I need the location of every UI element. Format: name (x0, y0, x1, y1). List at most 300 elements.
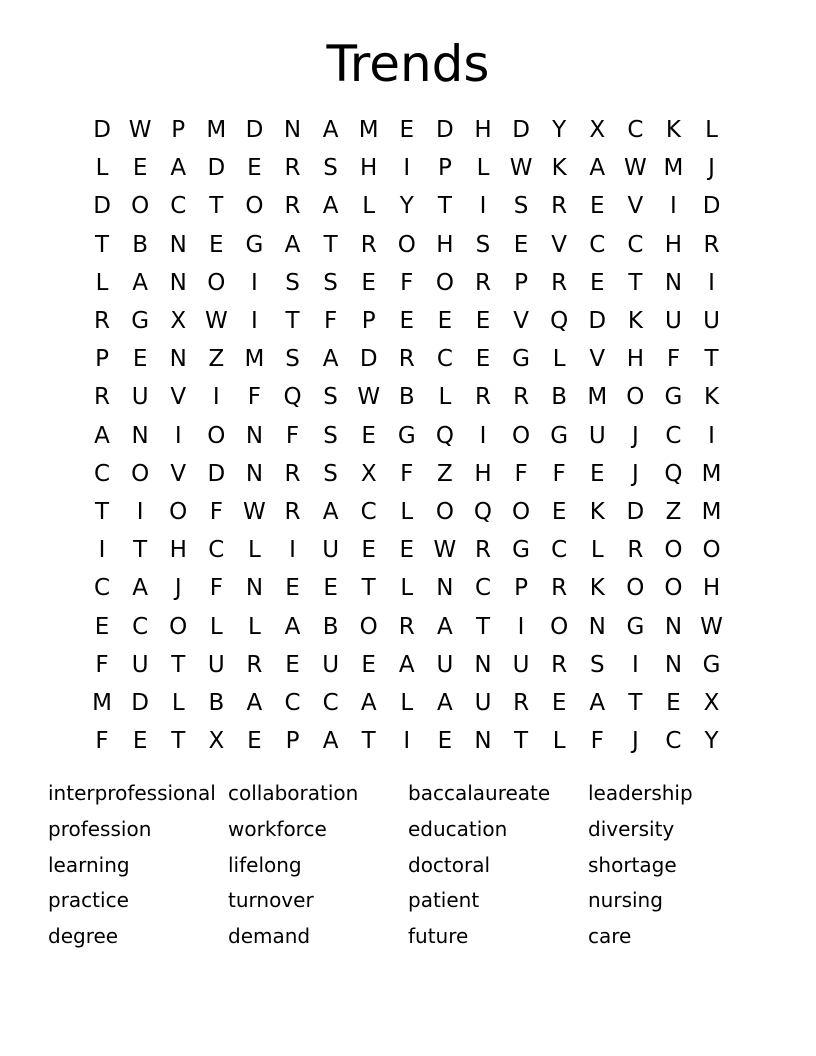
grid-letter: T (514, 728, 529, 755)
grid-letter: T (209, 193, 224, 220)
grid-letter: R (246, 651, 263, 678)
grid-letter: F (400, 269, 414, 296)
grid-letter: A (437, 689, 453, 716)
grid-letter: G (550, 422, 569, 449)
grid-letter: B (322, 613, 339, 640)
grid-letter: U (474, 689, 492, 716)
grid-letter: B (551, 384, 568, 411)
grid-letter: O (435, 498, 454, 525)
grid-letter: I (631, 651, 639, 678)
grid-letter: N (436, 575, 454, 602)
word-list-item: learning (48, 852, 130, 877)
grid-letter: N (169, 346, 187, 373)
grid-letter: L (248, 537, 261, 564)
grid-letter: R (703, 231, 720, 258)
grid-letter: U (588, 422, 606, 449)
grid-letter: E (475, 308, 491, 335)
grid-letter: U (322, 537, 340, 564)
grid-letter: F (514, 460, 528, 487)
grid-letter: B (132, 231, 149, 258)
grid-letter: Y (704, 728, 719, 755)
grid-row (83, 111, 731, 149)
grid-letter: A (170, 155, 187, 182)
grid-letter: T (628, 269, 643, 296)
grid-letter: A (322, 728, 339, 755)
grid-letter: D (207, 155, 226, 182)
grid-letter: L (400, 575, 414, 602)
grid-letter: N (664, 651, 683, 678)
grid-letter: F (552, 460, 566, 487)
grid-letter: A (246, 689, 263, 716)
grid-letter: P (514, 575, 529, 602)
grid-letter: O (626, 575, 645, 602)
grid-letter: S (475, 231, 491, 258)
grid-letter: F (323, 308, 338, 335)
grid-letter: W (623, 155, 647, 182)
grid-letter: O (131, 460, 150, 487)
grid-letter: Q (473, 498, 493, 525)
grid-letter: R (398, 613, 415, 640)
grid-letter: O (169, 613, 188, 640)
grid-letter: W (204, 308, 228, 335)
grid-letter: F (209, 575, 223, 602)
grid-letter: A (132, 575, 148, 602)
grid-letter: S (323, 460, 338, 487)
grid-letter: T (628, 689, 643, 716)
grid-letter: G (131, 308, 150, 335)
grid-letter: P (361, 308, 376, 335)
grid-letter: E (132, 155, 148, 182)
grid-letter: C (284, 689, 301, 716)
grid-letter: M (587, 384, 608, 411)
grid-letter: N (474, 728, 492, 755)
word-list-item: doctoral (408, 852, 491, 877)
grid-letter: G (397, 422, 416, 449)
grid-letter: A (322, 498, 339, 525)
grid-letter: R (551, 575, 568, 602)
grid-letter: I (251, 308, 258, 335)
grid-letter: L (400, 689, 414, 716)
grid-letter: E (323, 575, 338, 602)
word-list-item: patient (408, 888, 480, 913)
grid-letter: R (551, 269, 568, 296)
grid-letter: E (247, 728, 262, 755)
grid-letter: D (207, 460, 226, 487)
grid-letter: K (704, 384, 720, 411)
grid-letter: H (360, 155, 378, 182)
word-list-item: nursing (588, 888, 663, 913)
grid-letter: I (212, 384, 220, 411)
grid-letter: F (285, 422, 300, 449)
grid-letter: A (322, 117, 339, 144)
grid-letter: S (323, 422, 338, 449)
grid-letter: F (209, 498, 223, 525)
grid-letter: U (512, 651, 530, 678)
grid-letter: L (438, 384, 452, 411)
grid-letter: N (131, 422, 149, 449)
grid-letter: D (512, 117, 530, 144)
grid-letter: E (247, 155, 262, 182)
grid-letter: C (170, 193, 187, 220)
grid-row (83, 493, 731, 531)
word-list-item: degree (48, 924, 119, 949)
grid-letter: K (589, 575, 605, 602)
grid-letter: L (209, 613, 223, 640)
grid-letter: W (128, 117, 152, 144)
word-list-item: practice (48, 888, 129, 913)
grid-letter: M (206, 117, 227, 144)
word-list-item: leadership (588, 781, 693, 805)
grid-row (83, 607, 731, 645)
grid-letter: W (357, 384, 381, 411)
grid-letter: E (94, 613, 110, 640)
grid-letter: E (361, 537, 376, 564)
grid-letter: I (98, 537, 106, 564)
grid-letter: L (705, 117, 718, 144)
grid-letter: R (513, 384, 530, 411)
grid-letter: A (437, 613, 453, 640)
grid-letter: L (552, 346, 566, 373)
word-list-item: future (408, 924, 469, 949)
grid-letter: X (360, 460, 377, 487)
grid-letter: R (474, 384, 491, 411)
grid-letter: O (207, 269, 226, 296)
grid-letter: T (285, 308, 300, 335)
grid-letter: R (398, 346, 415, 373)
grid-letter: R (284, 498, 301, 525)
grid-row (83, 187, 731, 225)
grid-letter: H (169, 537, 187, 564)
grid-row (83, 226, 731, 264)
grid-letter: N (169, 269, 187, 296)
grid-letter: H (474, 117, 492, 144)
grid-letter: A (360, 689, 377, 716)
grid-letter: W (700, 613, 723, 640)
grid-letter: C (94, 460, 111, 487)
grid-letter: R (551, 193, 568, 220)
grid-letter: R (474, 269, 491, 296)
grid-letter: I (136, 498, 144, 525)
grid-letter: X (703, 689, 720, 716)
grid-letter: V (551, 231, 568, 258)
grid-row (83, 455, 731, 493)
grid-letter: A (589, 155, 606, 182)
grid-letter: N (245, 422, 264, 449)
grid-letter: Y (399, 193, 414, 220)
grid-row (83, 722, 731, 760)
grid-letter: S (285, 269, 300, 296)
grid-letter: E (132, 728, 148, 755)
grid-row (83, 569, 731, 607)
grid-letter: K (665, 117, 681, 144)
grid-letter: C (360, 498, 377, 525)
grid-letter: K (589, 498, 605, 525)
grid-letter: N (245, 575, 264, 602)
grid-letter: I (479, 422, 487, 449)
word-list-item: turnover (228, 888, 314, 913)
grid-letter: E (132, 346, 148, 373)
grid-letter: B (398, 384, 415, 411)
grid-letter: E (361, 422, 376, 449)
grid-letter: A (322, 346, 339, 373)
grid-letter: I (174, 422, 182, 449)
grid-letter: C (474, 575, 492, 602)
grid-letter: O (550, 613, 569, 640)
grid-letter: K (551, 155, 567, 182)
grid-letter: L (400, 498, 414, 525)
grid-letter: E (285, 651, 300, 678)
grid-letter: L (552, 728, 566, 755)
grid-letter: N (169, 231, 187, 258)
grid-letter: W (243, 498, 266, 525)
grid-letter: S (323, 155, 338, 182)
word-list-item: workforce (228, 816, 327, 841)
grid-letter: S (323, 384, 338, 411)
grid-letter: F (247, 384, 262, 411)
grid-letter: P (285, 728, 300, 755)
word-list-item: lifelong (228, 852, 302, 877)
grid-letter: O (664, 575, 683, 602)
grid-letter: T (323, 231, 338, 258)
grid-letter: U (703, 308, 720, 335)
grid-letter: M (92, 689, 112, 716)
grid-row (83, 264, 731, 302)
grid-letter: P (514, 269, 529, 296)
grid-letter: R (551, 651, 568, 678)
grid-letter: F (666, 346, 681, 373)
grid-letter: M (701, 460, 722, 487)
grid-row (83, 302, 731, 340)
grid-letter: W (509, 155, 533, 182)
grid-letter: U (436, 651, 454, 678)
grid-row (83, 646, 731, 684)
letter-grid (83, 111, 731, 760)
grid-letter: E (589, 193, 605, 220)
grid-letter: S (285, 346, 300, 373)
grid-letter: R (360, 231, 377, 258)
grid-letter: D (702, 193, 721, 220)
word-list-item: interprofessional (48, 781, 216, 805)
grid-letter: D (93, 193, 111, 220)
grid-letter: L (95, 269, 109, 296)
grid-letter: E (475, 346, 491, 373)
grid-letter: F (95, 651, 109, 678)
grid-letter: Z (437, 460, 453, 487)
word-list-item: care (588, 924, 632, 949)
grid-letter: A (94, 422, 110, 449)
grid-letter: E (361, 269, 376, 296)
word-list-item: education (408, 816, 508, 841)
grid-letter: R (94, 384, 111, 411)
grid-letter: D (245, 117, 264, 144)
grid-letter: D (588, 308, 607, 335)
grid-letter: J (708, 155, 715, 182)
grid-letter: L (171, 689, 185, 716)
grid-letter: F (95, 728, 109, 755)
page-title: Trends (326, 35, 490, 93)
grid-letter: Q (435, 422, 454, 449)
grid-letter: O (207, 422, 226, 449)
grid-letter: G (702, 651, 721, 678)
grid-letter: L (248, 613, 261, 640)
grid-letter: E (513, 231, 529, 258)
grid-letter: I (670, 193, 677, 220)
word-list-item: profession (48, 816, 152, 841)
grid-letter: T (437, 193, 452, 220)
grid-letter: G (626, 613, 645, 640)
grid-letter: X (170, 308, 187, 335)
grid-letter: O (626, 384, 645, 411)
grid-letter: K (627, 308, 643, 335)
grid-letter: F (400, 460, 414, 487)
grid-letter: Q (664, 460, 683, 487)
grid-letter: D (93, 117, 111, 144)
grid-letter: H (436, 231, 454, 258)
grid-letter: W (433, 537, 457, 564)
grid-letter: U (131, 651, 149, 678)
grid-letter: P (171, 117, 186, 144)
grid-letter: P (95, 346, 109, 373)
grid-row (83, 531, 731, 569)
grid-letter: C (436, 346, 453, 373)
grid-letter: C (94, 575, 111, 602)
grid-letter: H (474, 460, 492, 487)
grid-letter: T (361, 728, 376, 755)
grid-letter: O (397, 231, 416, 258)
grid-row (83, 684, 731, 722)
grid-letter: O (512, 498, 531, 525)
grid-letter: L (362, 193, 376, 220)
grid-letter: I (479, 193, 487, 220)
grid-letter: E (551, 689, 567, 716)
word-list-item: demand (228, 924, 311, 949)
grid-letter: C (665, 422, 682, 449)
grid-row (83, 417, 731, 455)
grid-letter: N (283, 117, 302, 144)
grid-letter: I (708, 269, 715, 296)
grid-letter: V (170, 384, 187, 411)
word-list-item: shortage (588, 852, 677, 877)
grid-letter: C (665, 728, 682, 755)
grid-letter: H (626, 346, 644, 373)
grid-letter: L (476, 155, 490, 182)
grid-letter: L (95, 155, 109, 182)
grid-letter: I (251, 269, 258, 296)
grid-letter: S (589, 651, 605, 678)
grid-letter: X (208, 728, 225, 755)
word-list-item: collaboration (228, 781, 359, 805)
grid-letter: E (285, 575, 300, 602)
grid-letter: M (244, 346, 265, 373)
grid-letter: I (708, 422, 715, 449)
grid-letter: J (631, 422, 639, 449)
grid-letter: V (589, 346, 606, 373)
grid-letter: J (631, 728, 639, 755)
grid-letter: I (517, 613, 525, 640)
grid-letter: R (284, 155, 301, 182)
grid-letter: T (704, 346, 719, 373)
grid-letter: E (589, 269, 605, 296)
grid-letter: I (289, 537, 296, 564)
grid-letter: S (513, 193, 529, 220)
grid-letter: D (131, 689, 149, 716)
grid-letter: M (701, 498, 722, 525)
grid-letter: I (403, 155, 411, 182)
grid-letter: A (589, 689, 606, 716)
grid-letter: T (95, 231, 110, 258)
grid-letter: T (133, 537, 148, 564)
grid-letter: F (590, 728, 604, 755)
grid-letter: V (513, 308, 529, 335)
grid-letter: G (245, 231, 264, 258)
grid-letter: A (398, 651, 415, 678)
grid-letter: V (627, 193, 644, 220)
grid-letter: E (437, 308, 453, 335)
grid-letter: N (664, 613, 683, 640)
grid-letter: G (664, 384, 683, 411)
grid-letter: Z (665, 498, 682, 525)
grid-letter: Y (552, 117, 567, 144)
grid-letter: C (551, 537, 568, 564)
grid-letter: E (589, 460, 605, 487)
grid-letter: O (664, 537, 683, 564)
grid-letter: R (474, 537, 491, 564)
grid-letter: J (631, 460, 639, 487)
grid-letter: N (588, 613, 606, 640)
grid-letter: H (664, 231, 683, 258)
grid-letter: E (666, 689, 681, 716)
grid-letter: D (436, 117, 454, 144)
grid-row (83, 340, 731, 378)
grid-letter: E (399, 537, 415, 564)
grid-letter: T (171, 651, 186, 678)
grid-letter: T (95, 498, 110, 525)
grid-letter: C (322, 689, 339, 716)
grid-letter: J (174, 575, 182, 602)
grid-letter: M (358, 117, 379, 144)
grid-letter: C (208, 537, 225, 564)
grid-letter: N (474, 651, 492, 678)
grid-letter: X (589, 117, 606, 144)
grid-letter: U (322, 651, 340, 678)
grid-letter: R (284, 193, 301, 220)
word-list-item: baccalaureate (408, 781, 551, 805)
grid-letter: E (399, 308, 415, 335)
grid-letter: M (663, 155, 684, 182)
grid-letter: C (589, 231, 606, 258)
grid-letter: Q (283, 384, 302, 411)
grid-letter: I (403, 728, 411, 755)
grid-letter: U (665, 308, 682, 335)
grid-letter: G (512, 537, 530, 564)
grid-letter: O (702, 537, 721, 564)
grid-letter: D (359, 346, 378, 373)
grid-letter: O (512, 422, 531, 449)
grid-letter: U (131, 384, 149, 411)
grid-letter: R (513, 689, 530, 716)
grid-letter: N (245, 460, 264, 487)
grid-letter: T (361, 575, 376, 602)
grid-letter: U (207, 651, 225, 678)
grid-letter: S (323, 269, 338, 296)
grid-letter: Z (208, 346, 225, 373)
grid-letter: O (245, 193, 264, 220)
grid-letter: E (361, 651, 376, 678)
grid-letter: P (437, 155, 452, 182)
grid-letter: C (132, 613, 149, 640)
grid-letter: T (171, 728, 186, 755)
grid-letter: E (209, 231, 224, 258)
